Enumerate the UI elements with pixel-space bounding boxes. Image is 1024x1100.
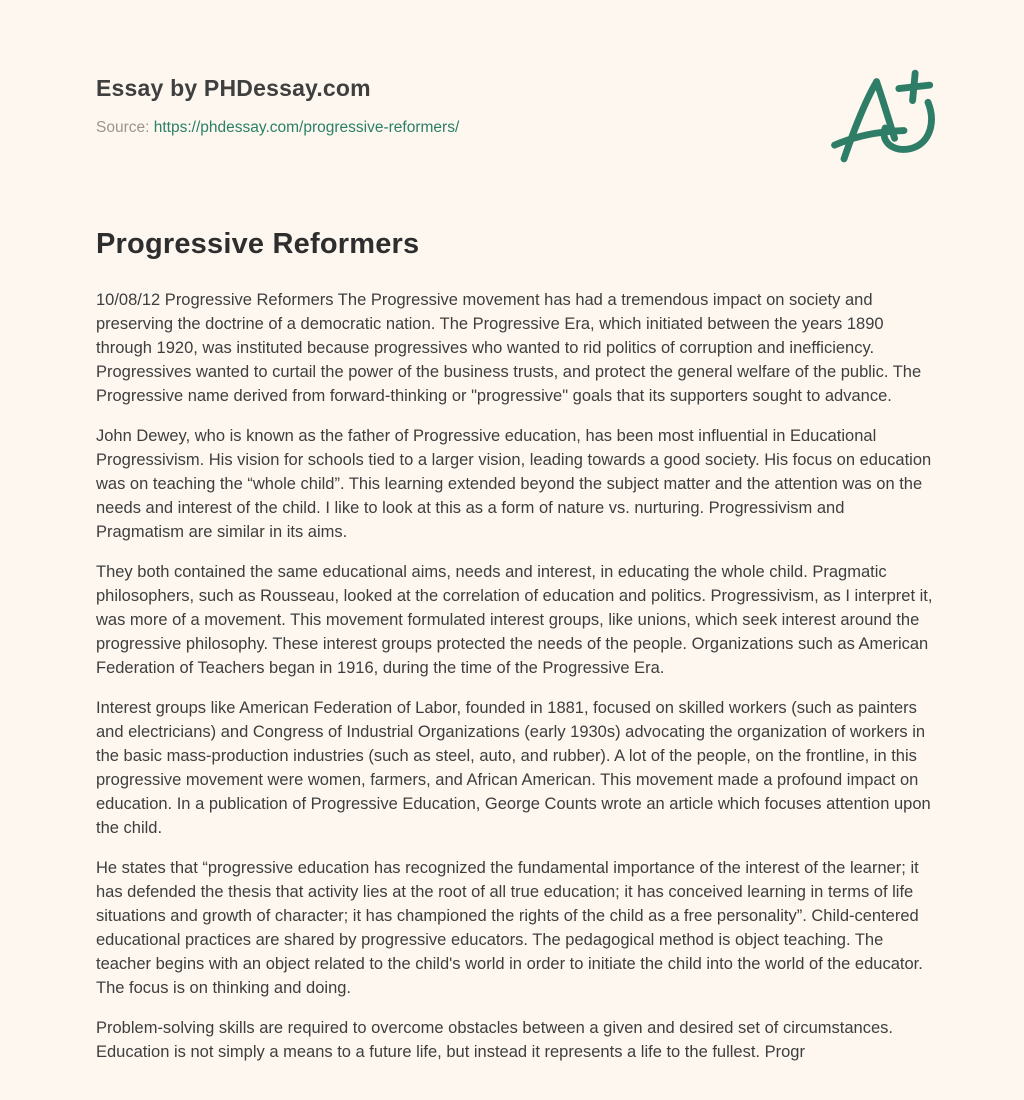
essay-paragraph: He states that “progressive education has recognized the fundamental importance of the interest of the learner; it has defended the thesis that activity lies at the root of all true education; it has conceived learning in terms of life situations and growth of character; it has championed the rights of the child as a free personality”. Child-centered educational practices are shared by progressive educators. The pedagogical method is object teaching. The teacher begins with an object related to the child's world in order to initiate the child into the world of the educator. The focus is on thinking and doing.: [96, 859, 923, 997]
essay-paragraph: 10/08/12 Progressive Reformers The Progressive movement has had a tremendous impact on society and preserving the doctrine of a democratic nation. The Progressive Era, which initiated between the years 1890 through 1920, was instituted because progressives who wanted to rid politics of corruption and inefficiency. Progressives wanted to curtail the power of the business trusts, and protect the general welfare of the public. The Progressive name derived from forward-thinking or "progressive" goals that its supporters sought to advance.: [96, 291, 922, 405]
essay-paragraph: Interest groups like American Federation of Labor, founded in 1881, focused on skilled workers (such as painters and electricians) and Congress of Industrial Organizations (early 1930s) advocating the organization of workers in the basic mass-production industries (such as steel, auto, and rubber). A lot of the people, on the frontline, in this progressive movement were women, farmers, and African American. This movement made a profound impact on education. In a publication of Progressive Education, George Counts wrote an article which focuses attention upon the child.: [96, 699, 931, 837]
essay-paragraph: Problem-solving skills are required to overcome obstacles between a given and desired set of circumstances. Education is not simply a means to a future life, but instead it represents a life to the fullest. Progr: [96, 1019, 893, 1061]
source-link[interactable]: https://phdessay.com/progressive-reformers/: [153, 119, 460, 136]
a-plus-logo-icon: [830, 68, 942, 164]
source-line: [96, 118, 928, 138]
essay-header: [96, 74, 928, 138]
essay-paragraph: They both contained the same educational aims, needs and interest, in educating the whole child. Pragmatic philosophers, such as Rousseau, looked at the correlation of education and politics. Progressivism, as I interpret it, was more of a movement. This movement formulated interest groups, like unions, which seek interest around the progressive philosophy. These interest groups protected the needs of the people. Organizations such as American Federation of Teachers began in 1916, during the time of the Progressive Era.: [96, 563, 933, 677]
essay-body: [96, 288, 936, 1064]
source-label: Source:: [96, 119, 150, 136]
essay-title: Progressive Reformers: [96, 228, 420, 260]
essay-paragraph: John Dewey, who is known as the father of Progressive education, has been most influential in Educational Progressivism. His vision for schools tied to a larger vision, leading towards a good society. His focus on education was on teaching the “whole child”. This learning extended beyond the subject matter and the attention was on the needs and interest of the child. I like to look at this as a form of nature vs. nurturing. Progressivism and Pragmatism are similar in its aims.: [96, 427, 932, 541]
essay-header-title: Essay by PHDessay.com: [96, 75, 371, 101]
